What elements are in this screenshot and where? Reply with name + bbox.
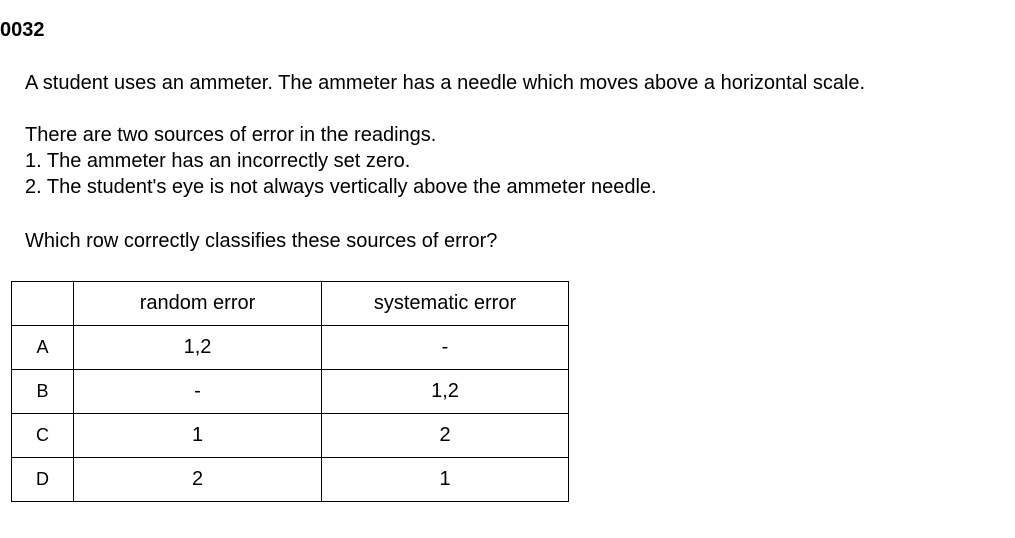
table-header-row: [12, 282, 569, 326]
table-row[interactable]: [12, 458, 569, 502]
question-intro: A student uses an ammeter. The ammeter has a needle which moves above a horizontal scale.: [25, 72, 866, 94]
question-number: 0032: [0, 19, 45, 41]
option-letter[interactable]: C: [12, 414, 74, 458]
systematic-cell: 1,2: [322, 370, 569, 414]
table-row[interactable]: [12, 326, 569, 370]
random-cell: 1: [74, 414, 322, 458]
question-prompt: Which row correctly classifies these sources of error?: [25, 230, 498, 252]
table-row[interactable]: [12, 414, 569, 458]
random-cell: -: [74, 370, 322, 414]
random-cell: 1,2: [74, 326, 322, 370]
option-letter[interactable]: A: [12, 326, 74, 370]
random-cell: 2: [74, 458, 322, 502]
sources-line: There are two sources of error in the readings.: [25, 124, 437, 146]
header-systematic-error: systematic error: [322, 282, 569, 326]
systematic-cell: 1: [322, 458, 569, 502]
header-random-error: random error: [74, 282, 322, 326]
systematic-cell: 2: [322, 414, 569, 458]
option-letter[interactable]: D: [12, 458, 74, 502]
answer-table: [11, 281, 569, 502]
table-row[interactable]: [12, 370, 569, 414]
source-1-line: 1. The ammeter has an incorrectly set zero.: [25, 150, 411, 172]
systematic-cell: -: [322, 326, 569, 370]
source-2-line: 2. The student's eye is not always vertically above the ammeter needle.: [25, 176, 657, 198]
option-letter[interactable]: B: [12, 370, 74, 414]
header-option: [12, 282, 74, 326]
error-sources: [25, 122, 657, 200]
